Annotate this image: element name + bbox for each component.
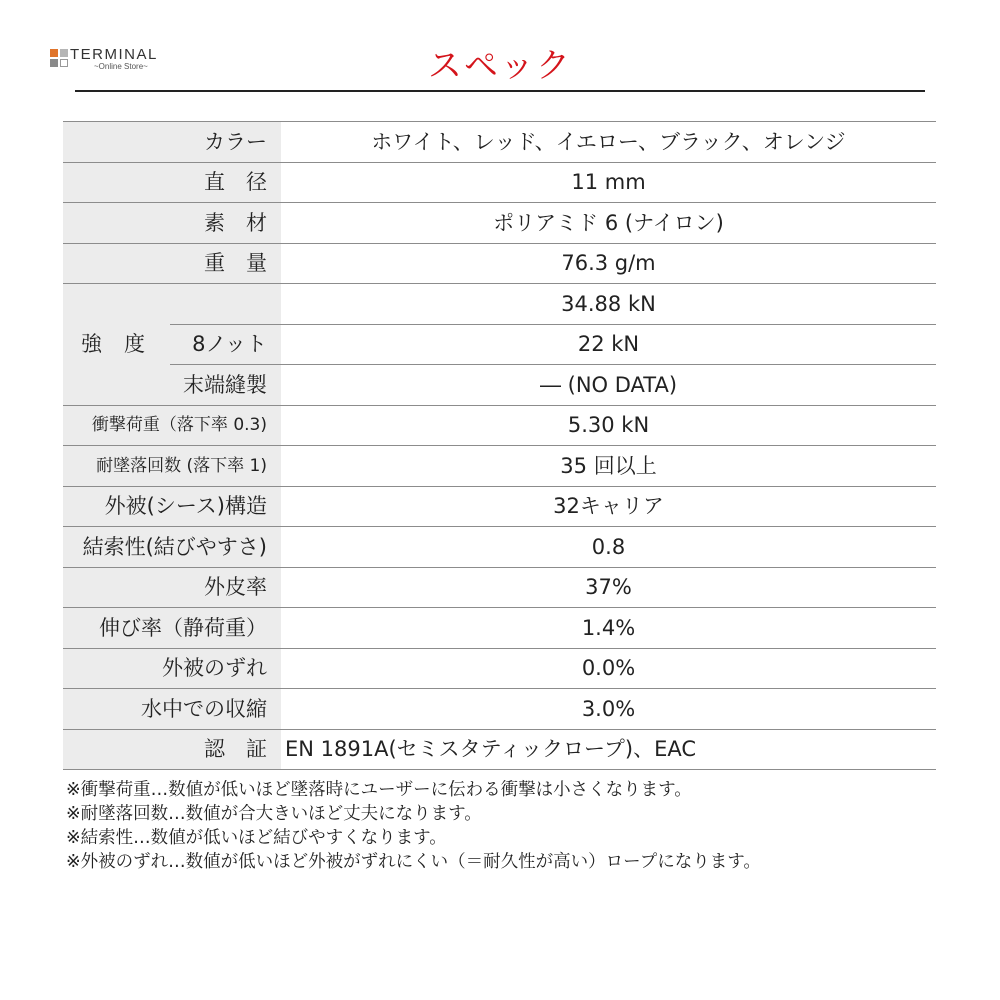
row-value: ポリアミド 6 (ナイロン)	[281, 203, 936, 244]
row-sublabel: 8ノット	[170, 324, 281, 365]
row-label: 耐墜落回数 (落下率 1)	[63, 446, 281, 487]
table-row	[63, 608, 936, 649]
page-title: スペック	[428, 46, 572, 86]
footnote: ※外被のずれ…数値が低いほど外被がずれにくい（＝耐久性が高い）ロープになります。	[66, 852, 761, 872]
title-divider	[75, 90, 925, 92]
table-row	[63, 243, 936, 284]
row-label: 衝撃荷重（落下率 0.3)	[63, 405, 281, 446]
table-row	[63, 446, 936, 487]
spec-table	[63, 121, 936, 770]
table-row	[63, 567, 936, 608]
footnotes	[66, 778, 761, 874]
row-label: 直 径	[63, 162, 281, 203]
row-label: 重 量	[63, 243, 281, 284]
row-label: 外被のずれ	[63, 648, 281, 689]
row-label: カラー	[63, 122, 281, 163]
row-value: 35 回以上	[281, 446, 936, 487]
row-label: 素 材	[63, 203, 281, 244]
table-row	[63, 284, 936, 325]
table-row	[63, 729, 936, 770]
table-row	[63, 365, 936, 406]
row-label: 結索性(結びやすさ)	[63, 527, 281, 568]
row-value: 76.3 g/m	[281, 243, 936, 284]
row-value: 0.0%	[281, 648, 936, 689]
row-sublabel	[170, 284, 281, 325]
logo-name: TERMINAL	[70, 46, 158, 63]
row-value: 37%	[281, 567, 936, 608]
table-row	[63, 648, 936, 689]
row-value: ホワイト、レッド、イエロー、ブラック、オレンジ	[281, 122, 936, 163]
table-row	[63, 203, 936, 244]
row-value: 5.30 kN	[281, 405, 936, 446]
row-label: 外皮率	[63, 567, 281, 608]
table-row	[63, 122, 936, 163]
table-row	[63, 486, 936, 527]
row-value: 3.0%	[281, 689, 936, 730]
row-sublabel: 末端縫製	[170, 365, 281, 406]
table-row	[63, 162, 936, 203]
row-value: 22 kN	[281, 324, 936, 365]
row-value: ― (NO DATA)	[281, 365, 936, 406]
row-value: 11 mm	[281, 162, 936, 203]
logo-subtitle: ~Online Store~	[94, 62, 148, 71]
row-label: 認 証	[63, 729, 281, 770]
footnote: ※耐墜落回数…数値が合大きいほど丈夫になります。	[66, 804, 482, 824]
row-label: 伸び率（静荷重）	[63, 608, 281, 649]
footnote: ※結索性…数値が低いほど結びやすくなります。	[66, 828, 447, 848]
row-value: EN 1891A(セミスタティックロープ)、EAC	[281, 729, 936, 770]
table-row	[63, 405, 936, 446]
table-row	[63, 689, 936, 730]
row-value: 1.4%	[281, 608, 936, 649]
row-label: 外被(シース)構造	[63, 486, 281, 527]
table-row	[63, 527, 936, 568]
footnote: ※衝撃荷重…数値が低いほど墜落時にユーザーに伝わる衝撃は小さくなります。	[66, 780, 692, 800]
row-value: 34.88 kN	[281, 284, 936, 325]
strength-group-label: 強度	[63, 284, 170, 406]
table-row	[63, 324, 936, 365]
row-value: 0.8	[281, 527, 936, 568]
row-label: 水中での収縮	[63, 689, 281, 730]
row-value: 32キャリア	[281, 486, 936, 527]
